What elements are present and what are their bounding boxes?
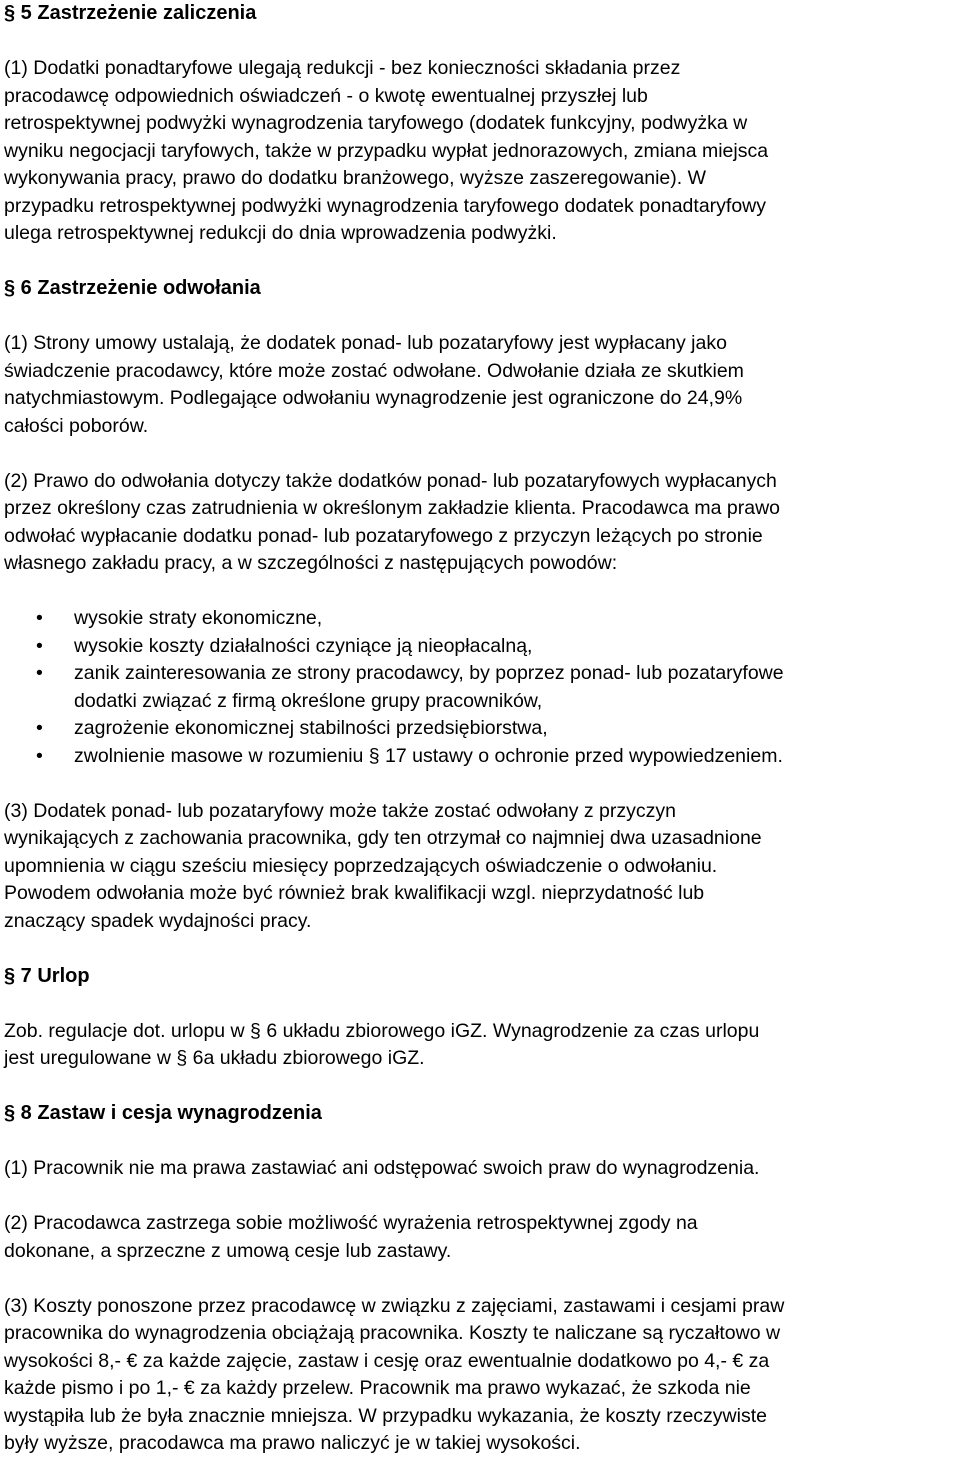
section-7-heading: § 7 Urlop — [4, 964, 90, 987]
paragraph-line: Powodem odwołania może być również brak kwalifikacji wzgl. nieprzydatność lub — [4, 882, 705, 904]
paragraph-line: upomnienia w ciągu sześciu miesięcy poprzedzających oświadczenie o odwołaniu. — [4, 854, 718, 877]
paragraph-line: jest uregulowane w § 6a układu zbiorowego iGZ. — [4, 1047, 425, 1069]
section-8-paragraph-3 — [4, 1293, 956, 1458]
section-8-heading: § 8 Zastaw i cesja wynagrodzenia — [4, 1102, 322, 1124]
list-item-text: dodatki związać z firmą określone grupy pracowników, — [74, 689, 543, 712]
list-item-text: wysokie straty ekonomiczne, — [74, 607, 323, 629]
paragraph-line: Zob. regulacje dot. urlopu w § 6 układu zbiorowego iGZ. Wynagrodzenie za czas urlopu — [4, 1019, 760, 1042]
paragraph-line: całości poborów. — [4, 414, 149, 437]
list-item — [4, 743, 956, 771]
paragraph-line: własnego zakładu pracy, a w szczególności z następujących powodów: — [4, 552, 618, 574]
section-8-paragraph-1 — [4, 1155, 956, 1183]
list-item-text: zwolnienie masowe w rozumieniu § 17 ustawy o ochronie przed wypowiedzeniem. — [74, 744, 783, 767]
document-page — [4, 0, 956, 1458]
paragraph-line: (3) Dodatek ponad- lub pozataryfowy może także zostać odwołany z przyczyn — [4, 799, 676, 822]
bullet-icon: • — [36, 662, 43, 684]
section-5-heading: § 5 Zastrzeżenie zaliczenia — [4, 2, 257, 24]
paragraph-line: (2) Pracodawca zastrzega sobie możliwość wyrażenia retrospektywnej zgody na — [4, 1212, 698, 1234]
list-item — [4, 715, 956, 743]
section-6-paragraph-1 — [4, 330, 956, 440]
paragraph-line: każde pismo i po 1,- € za każdy przelew. Pracownik ma prawo wykazać, że szkoda nie — [4, 1377, 751, 1399]
bullet-icon: • — [36, 744, 43, 767]
section-8-paragraph-2 — [4, 1210, 956, 1265]
paragraph-line: odwołać wypłacanie dodatku ponad- lub pozataryfowego z przyczyn leżących po stronie — [4, 524, 763, 547]
paragraph-line: wystąpiła lub że była znacznie mniejsza. W przypadku wykazania, że koszty rzeczywiste — [4, 1404, 767, 1427]
paragraph-line: natychmiastowym. Podlegające odwołaniu wynagrodzenie jest ograniczone do 24,9% — [4, 387, 743, 409]
list-item-text: wysokie koszty działalności czyniące ją nieopłacalną, — [74, 634, 533, 657]
bullet-icon: • — [36, 634, 43, 657]
bullet-icon: • — [36, 607, 43, 629]
paragraph-line: znaczący spadek wydajności pracy. — [4, 909, 312, 932]
paragraph-line: pracodawcę odpowiednich oświadczeń - o kwotę ewentualnej przyszłej lub — [4, 84, 648, 107]
paragraph-line: dokonane, a sprzeczne z umową cesje lub zastawy. — [4, 1239, 452, 1262]
paragraph-line: (3) Koszty ponoszone przez pracodawcę w związku z zajęciami, zastawami i cesjami praw — [4, 1294, 785, 1317]
paragraph-line: przez określony czas zatrudnienia w określonym zakładzie klienta. Pracodawca ma prawo — [4, 497, 781, 519]
paragraph-line: (2) Prawo do odwołania dotyczy także dodatków ponad- lub pozataryfowych wypłacanych — [4, 469, 777, 492]
section-5-paragraph-1 — [4, 55, 956, 248]
list-item-text: zagrożenie ekonomicznej stabilności przedsiębiorstwa, — [74, 717, 548, 739]
bullet-icon: • — [36, 717, 43, 739]
list-item — [4, 633, 956, 661]
section-7-paragraph-1 — [4, 1018, 956, 1073]
section-6-paragraph-2 — [4, 468, 956, 578]
paragraph-line: retrospektywnej podwyżki wynagrodzenia taryfowego (dodatek funkcyjny, podwyżka w — [4, 112, 748, 134]
list-item — [4, 660, 956, 715]
paragraph-line: ulega retrospektywnej redukcji do dnia wprowadzenia podwyżki. — [4, 222, 557, 244]
list-item-text: zanik zainteresowania ze strony pracodawcy, by poprzez ponad- lub pozataryfowe — [74, 662, 784, 684]
paragraph-line: przypadku retrospektywnej podwyżki wynagrodzenia taryfowego dodatek ponadtaryfowy — [4, 194, 767, 217]
paragraph-line: wynikających z zachowania pracownika, gdy ten otrzymał co najmniej dwa uzasadnione — [4, 827, 762, 849]
section-6-reasons-list — [4, 605, 956, 770]
paragraph-line: świadczenie pracodawcy, które może zostać odwołane. Odwołanie działa ze skutkiem — [4, 359, 744, 382]
paragraph-line: (1) Dodatki ponadtaryfowe ulegają redukcji - bez konieczności składania przez — [4, 57, 681, 79]
paragraph-line: były wyższe, pracodawca ma prawo naliczyć je w takiej wysokości. — [4, 1432, 581, 1454]
paragraph-line: (1) Pracownik nie ma prawa zastawiać ani odstępować swoich praw do wynagrodzenia. — [4, 1157, 760, 1179]
section-6-paragraph-3 — [4, 798, 956, 936]
list-item — [4, 605, 956, 633]
section-6-heading: § 6 Zastrzeżenie odwołania — [4, 277, 261, 299]
paragraph-line: pracownika do wynagrodzenia obciążają pracownika. Koszty te naliczane są ryczałtowo w — [4, 1322, 781, 1344]
paragraph-line: wykonywania pracy, prawo do dodatku branżowego, wyższe zaszeregowanie). W — [4, 167, 706, 189]
paragraph-line: (1) Strony umowy ustalają, że dodatek ponad- lub pozataryfowy jest wypłacany jako — [4, 332, 727, 354]
paragraph-line: wysokości 8,- € za każde zajęcie, zastaw i cesję oraz ewentualnie dodatkowo po 4,- € za — [4, 1349, 770, 1372]
paragraph-line: wyniku negocjacji taryfowych, także w przypadku wypłat jednorazowych, zmiana miejsca — [4, 139, 769, 162]
